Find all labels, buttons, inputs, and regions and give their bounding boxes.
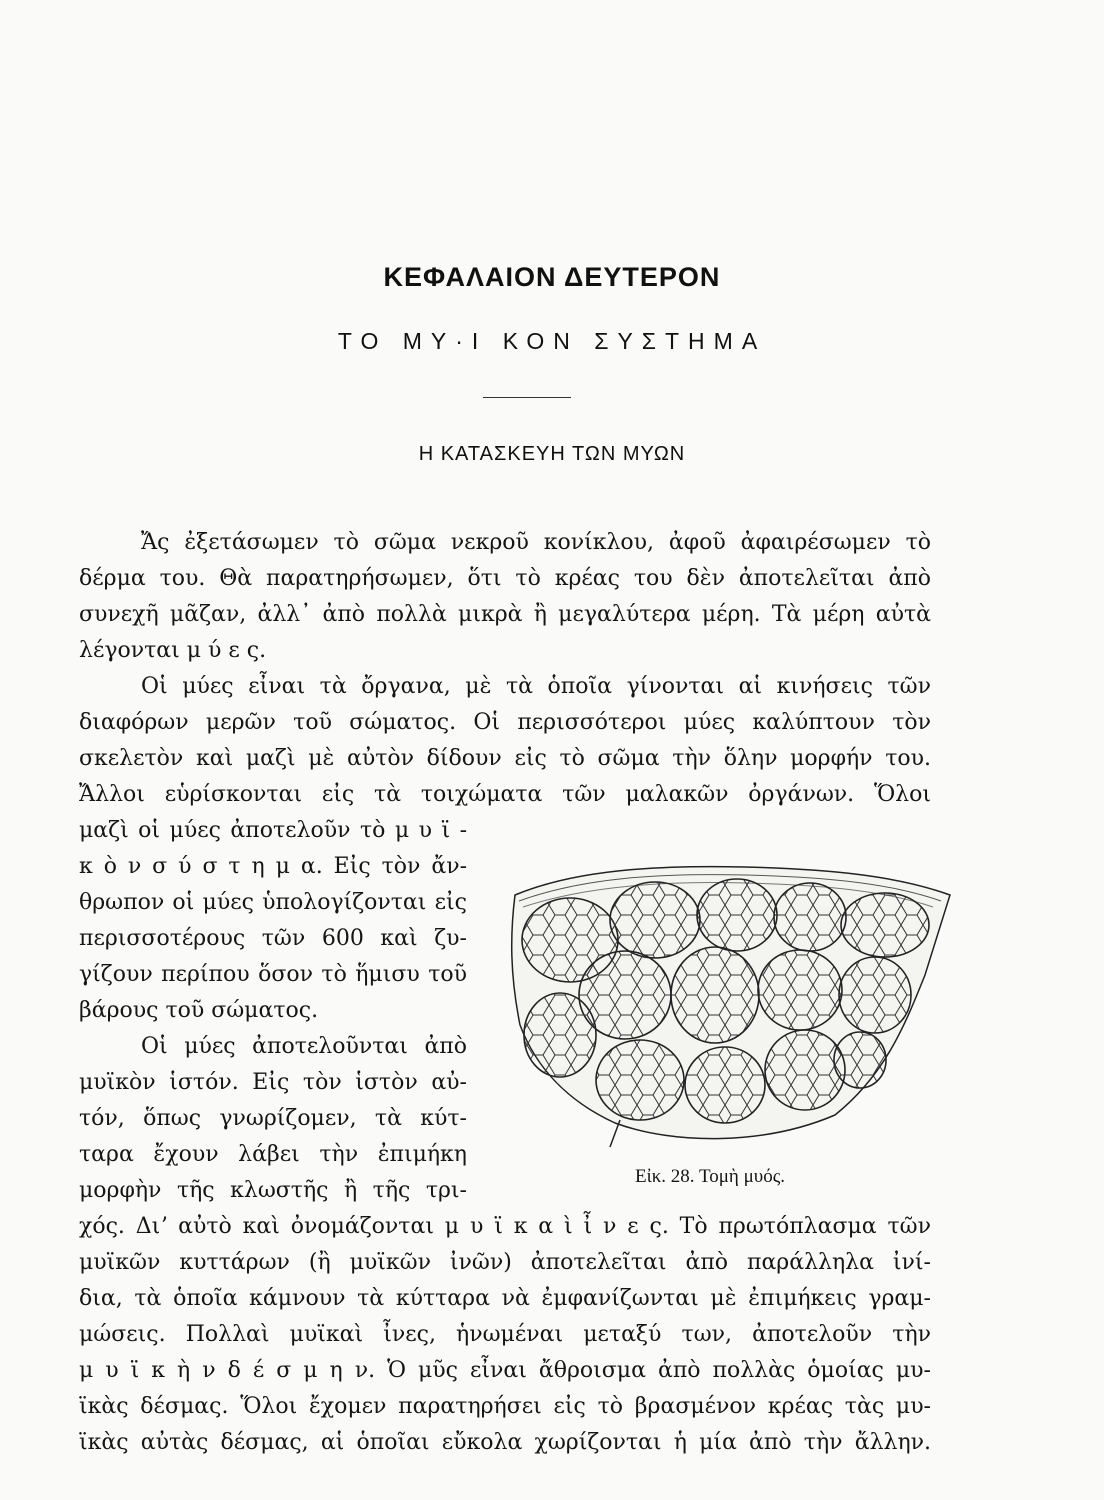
- text-line: δέρμα του. Θὰ παρατηρήσωμεν, ὅτι τὸ κρέας του δὲν ἀποτελεῖται ἀπὸ: [79, 566, 931, 591]
- text-line: σκελετὸν καὶ μαζὶ μὲ αὐτὸν δίδουν εἰς τὸ σῶμα τὴν ὅλην μορφήν του.: [79, 746, 931, 771]
- text-line: τόν, ὅπως γνωρίζομεν, τὰ κύτ-: [79, 1106, 467, 1131]
- text-line: Ἄς ἐξετάσωμεν τὸ σῶμα νεκροῦ κονίκλου, ἀφοῦ ἀφαιρέσωμεν τὸ: [141, 530, 931, 555]
- text-line: Ἄλλοι εὑρίσκονται εἰς τὰ τοιχώματα τῶν μαλακῶν ὀργάνων. Ὅλοι: [79, 782, 931, 807]
- text-line: βάρους τοῦ σώματος.: [79, 998, 319, 1023]
- text-line: Οἱ μύες ἀποτελοῦνται ἀπὸ: [141, 1034, 467, 1059]
- text-line: δια, τὰ ὁποῖα κάμνουν τὰ κύτταρα νὰ ἐμφανίζωνται μὲ ἐπιμήκεις γραμ-: [79, 1286, 931, 1311]
- text-line: μ υ ϊ κ ὴ ν δ έ σ μ η ν. Ὁ μῦς εἶναι ἄθροισμα ἀπὸ πολλὰς ὁμοίας μυ-: [79, 1358, 931, 1383]
- text-line: γίζουν περίπου ὅσον τὸ ἥμισυ τοῦ: [79, 962, 467, 987]
- system-title: ΤΟ ΜΥ·Ι ΚΟΝ ΣΥΣΤΗΜΑ: [337, 328, 767, 354]
- figure-caption: Εἰκ. 28. Τομὴ μυός.: [635, 1166, 785, 1187]
- text-line: ϊκὰς αὐτὰς δέσμας, αἱ ὁποῖαι εὔκολα χωρίζονται ἡ μία ἀπὸ τὴν ἄλλην.: [79, 1430, 931, 1455]
- text-line: μυϊκῶν κυττάρων (ἢ μυϊκῶν ἰνῶν) ἀποτελεῖται ἀπὸ παράλληλα ἰνί-: [79, 1250, 931, 1275]
- title-divider: [483, 397, 571, 398]
- text-line: ταρα ἔχουν λάβει τὴν ἐπιμήκη: [79, 1142, 467, 1167]
- text-line: μορφὴν τῆς κλωστῆς ἢ τῆς τρι-: [79, 1178, 467, 1203]
- text-line: θρωπον οἱ μύες ὑπολογίζονται εἰς: [79, 890, 467, 915]
- muscle-cross-section-figure: [505, 855, 955, 1155]
- text-line: χός. Διʼ αὐτὸ καὶ ὀνομάζονται μ υ ϊ κ α ὶ ἶ ν ε ς. Τὸ πρωτόπλασμα τῶν: [79, 1214, 931, 1239]
- text-line: διαφόρων μερῶν τοῦ σώματος. Οἱ περισσότεροι μύες καλύπτουν τὸν: [79, 710, 931, 735]
- text-line: μυϊκὸν ἱστόν. Εἰς τὸν ἱστὸν αὐ-: [79, 1070, 467, 1095]
- text-line: κ ὸ ν σ ύ σ τ η μ α. Εἰς τὸν ἄν-: [79, 854, 467, 879]
- text-line: Οἱ μύες εἶναι τὰ ὄργανα, μὲ τὰ ὁποῖα γίνονται αἱ κινήσεις τῶν: [141, 674, 931, 699]
- text-line: ϊκὰς δέσμας. Ὅλοι ἔχομεν παρατηρήσει εἰς τὸ βρασμένον κρέας τὰς μυ-: [79, 1394, 931, 1419]
- text-line: λέγονται μ ύ ε ς.: [79, 638, 267, 663]
- text-line: συνεχῆ μᾶζαν, ἀλλ᾽ ἀπὸ πολλὰ μικρὰ ἢ μεγαλύτερα μέρη. Τὰ μέρη αὐτὰ: [79, 602, 931, 627]
- section-title: Η ΚΑΤΑΣΚΕΥΗ ΤΩΝ ΜΥΩΝ: [418, 443, 686, 465]
- text-line: περισσοτέρους τῶν 600 καὶ ζυ-: [79, 926, 467, 951]
- chapter-title: ΚΕΦΑΛΑΙΟΝ ΔΕΥΤΕΡΟΝ: [383, 262, 721, 292]
- text-line: μώσεις. Πολλαὶ μυϊκαὶ ἶνες, ἡνωμέναι μεταξύ των, ἀποτελοῦν τὴν: [79, 1322, 931, 1347]
- text-line: μαζὶ οἱ μύες ἀποτελοῦν τὸ μ υ ϊ -: [79, 818, 467, 843]
